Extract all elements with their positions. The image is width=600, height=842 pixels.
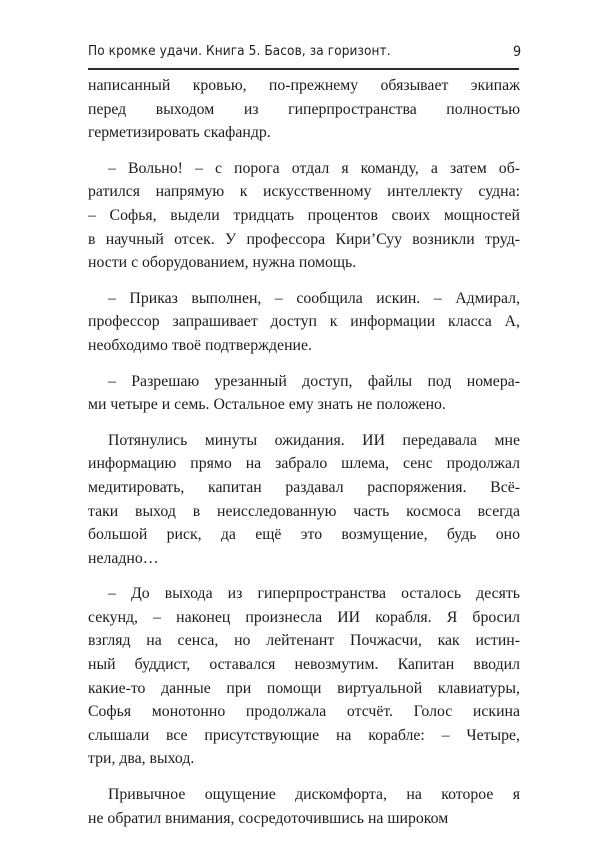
paragraph [88,287,520,358]
text-line: перед выходом из гиперпространства полностью [88,100,520,118]
text-line: профессор запрашивает доступ к информации класса А, [88,313,520,331]
paragraph [88,783,520,830]
text-line: ный буддист, оставался невозмутим. Капитан вводил [88,656,520,674]
text-line: – Приказ выполнен, – сообщила искин. – Адмирал, [108,289,520,307]
paragraph [88,74,520,145]
page-number: 9 [513,44,522,60]
text-line: – Вольно! – с порога отдал я команду, а затем об- [108,159,520,177]
text-line: – До выхода из гиперпространства осталось десять [108,585,520,603]
text-line: необходимо твоё подтверждение. [88,336,312,354]
text-line: большой риск, да ещё это возмущение, будь оно [88,526,520,544]
text-line: герметизировать скафандр. [88,124,271,142]
paragraph [88,370,520,417]
text-line: секунд, – наконец произнесла ИИ корабля. Я бросил [88,608,520,626]
body-text [88,74,520,842]
text-line: слышали все присутствующие на корабле: – Четыре, [88,726,520,744]
paragraph [88,429,520,571]
paragraph [88,157,520,275]
text-line: какие-то данные при помощи виртуальной клавиатуры, [88,679,520,697]
text-line: ратился напрямую к искусственному интеллекту судна: [88,183,520,201]
text-line: три, два, выход. [88,750,195,768]
text-line: таки выход в неисследованную часть космоса всегда [88,502,520,520]
text-line: – Разрешаю урезанный доступ, файлы под номера- [108,372,520,390]
text-line: медитировать, капитан раздавал распоряжения. Всё- [88,478,520,496]
running-title: По кромке удачи. Книга 5. Басов, за горизонт. [88,44,391,59]
text-line: Софья монотонно продолжала отсчёт. Голос искина [88,703,520,721]
header-rule [88,68,519,70]
paragraph [88,582,520,771]
text-line: ми четыре и семь. Остальное ему знать не положено. [88,396,446,414]
text-line: Привычное ощущение дискомфорта, на которое я [108,786,520,804]
text-line: написанный кровью, по-прежнему обязывает экипаж [88,77,520,94]
text-line: неладно… [88,549,159,567]
text-line: информацию прямо на забрало шлема, сенс продолжал [88,455,520,473]
text-line: в научный отсек. У профессора Кири’Суу возникли труд- [88,230,520,248]
text-line: не обратил внимания, сосредоточившись на широком [88,809,449,827]
text-line: – Софья, выдели тридцать процентов своих мощностей [88,206,520,224]
text-line: ности с оборудованием, нужна помощь. [88,254,357,272]
text-line: взгляд на сенса, но лейтенант Почжасчи, как истин- [88,632,520,650]
text-line: Потянулись минуты ожидания. ИИ передавала мне [108,431,520,449]
running-header [88,44,522,66]
